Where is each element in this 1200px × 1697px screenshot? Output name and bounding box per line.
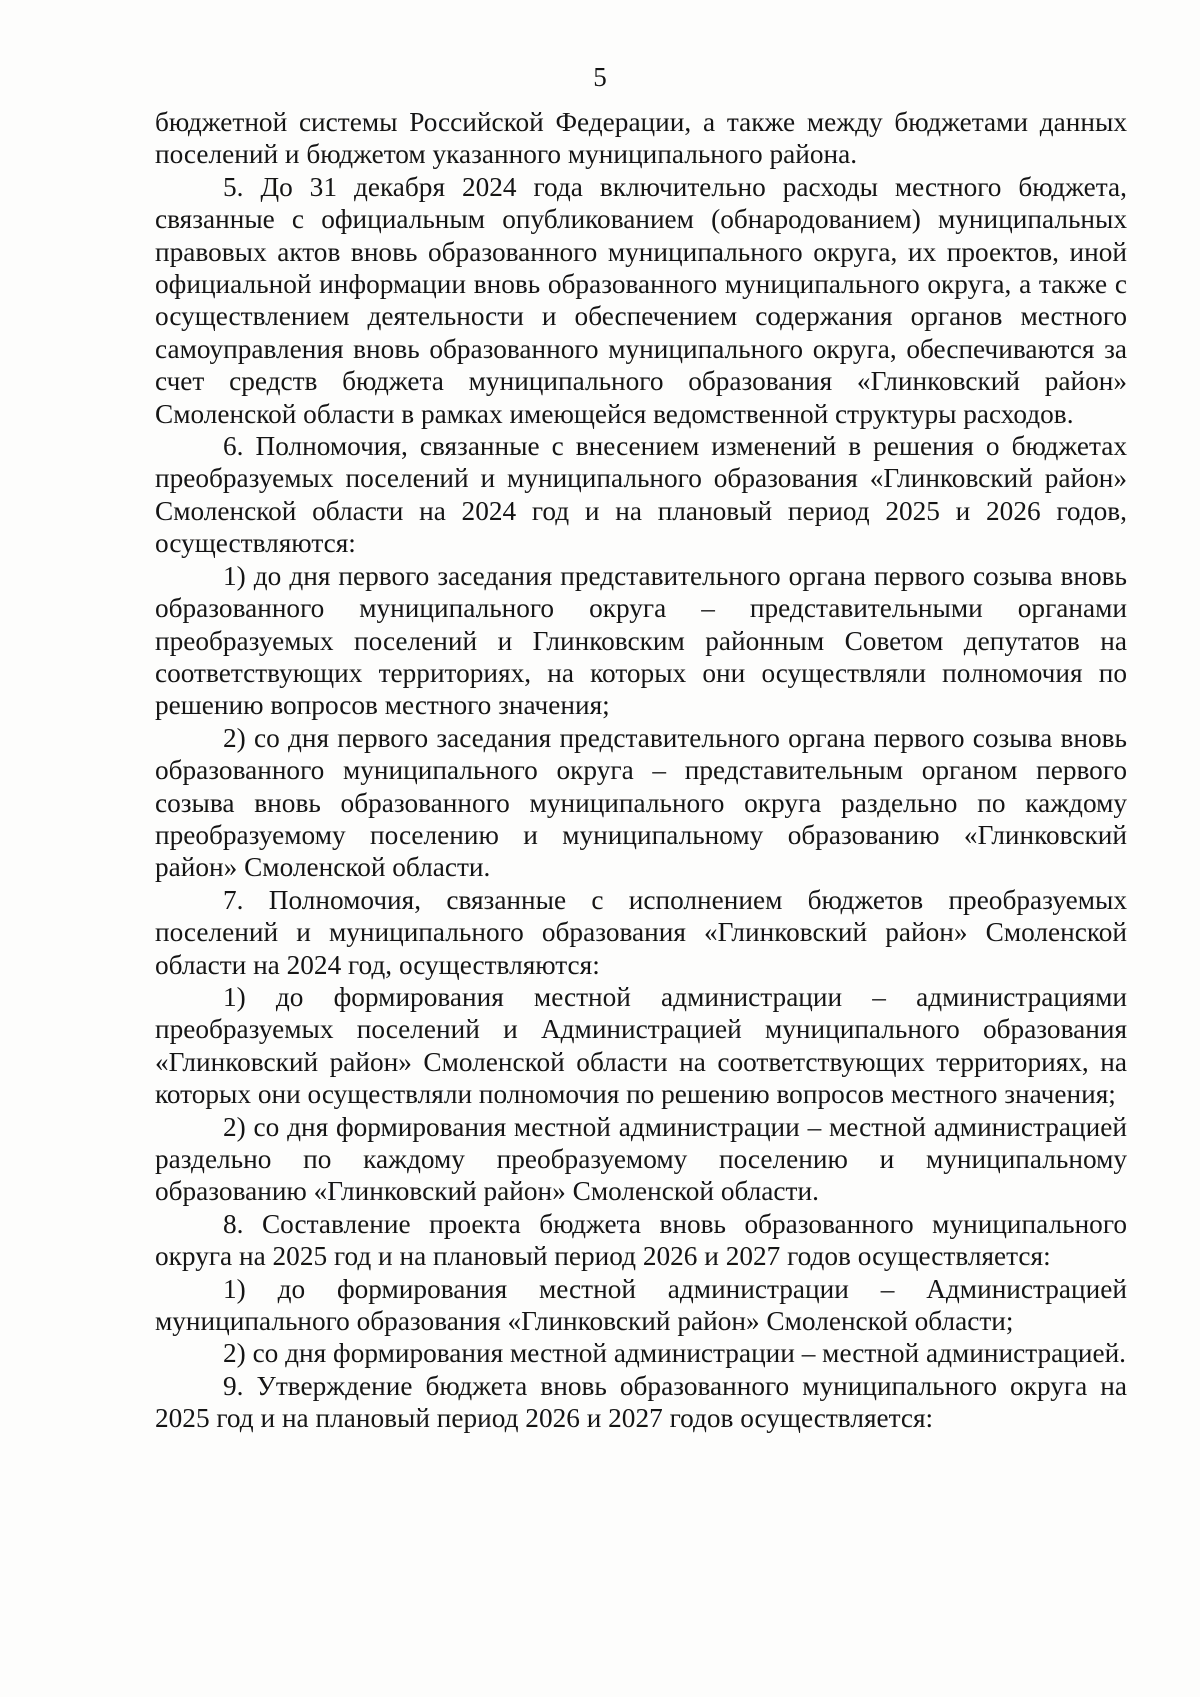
paragraph-item-7-sub-1: 1) до формирования местной администрации – администрациями преобразуемых поселений и Администрацией муниципального образования «Глинковский район» Смоленской области на соответствующих территориях, на которых они осуществляли полномочия по решению вопросов местного значения; — [155, 981, 1127, 1110]
paragraph-item-6-sub-1: 1) до дня первого заседания представительного органа первого созыва вновь образованного муниципального округа – представительными органами преобразуемых поселений и Глинковским районным Советом депутатов на соответствующих территориях, на которых они осуществляли полномочия по решению вопросов местного значения; — [155, 560, 1127, 721]
paragraph-item-8-sub-2: 2) со дня формирования местной администрации – местной администрацией. — [223, 1338, 1126, 1369]
paragraph-item-6: 6. Полномочия, связанные с внесением изменений в решения о бюджетах преобразуемых поселений и муниципального образования «Глинковский район» Смоленской области на 2024 год и на плановый период 2025 и 2026 годов, осуществляются: — [155, 431, 1127, 559]
page-number: 5 — [593, 62, 607, 92]
paragraph-item-9: 9. Утверждение бюджета вновь образованного муниципального округа на 2025 год и на плановый период 2026 и 2027 годов осуществляется: — [155, 1370, 1127, 1434]
paragraph-item-8: 8. Составление проекта бюджета вновь образованного муниципального округа на 2025 год и на плановый период 2026 и 2027 годов осуществляется: — [155, 1208, 1127, 1272]
paragraph-item-5: 5. До 31 декабря 2024 года включительно расходы местного бюджета, связанные с официальным опубликованием (обнародованием) муниципальных правовых актов вновь образованного муниципального округа, их проектов, иной официальной информации вновь образованного муниципального округа, а также с осуществлением деятельности и обеспечением содержания органов местного самоуправления вновь образованного муниципального округа, обеспечиваются за счет средств бюджета муниципального образования «Глинковский район» Смоленской области в рамках имеющейся ведомственной структуры расходов. — [155, 171, 1127, 429]
paragraph-item-6-sub-2: 2) со дня первого заседания представительного органа первого созыва вновь образованного муниципального округа – представительным органом первого созыва вновь образованного муниципального округа раздельно по каждому преобразуемому поселению и муниципальному образованию «Глинковский район» Смоленской области. — [155, 722, 1127, 883]
document-body — [155, 106, 1127, 1435]
paragraph-item-8-sub-1: 1) до формирования местной администрации – Администрацией муниципального образования «Глинковский район» Смоленской области; — [155, 1273, 1127, 1337]
paragraph-item-7-sub-2: 2) со дня формирования местной администрации – местной администрацией раздельно по каждому преобразуемому поселению и муниципальному образованию «Глинковский район» Смоленской области. — [155, 1111, 1127, 1207]
paragraph-item-7: 7. Полномочия, связанные с исполнением бюджетов преобразуемых поселений и муниципального образования «Глинковский район» Смоленской области на 2024 год, осуществляются: — [155, 884, 1127, 980]
paragraph-continuation: бюджетной системы Российской Федерации, а также между бюджетами данных поселений и бюджетом указанного муниципального района. — [155, 107, 1127, 170]
